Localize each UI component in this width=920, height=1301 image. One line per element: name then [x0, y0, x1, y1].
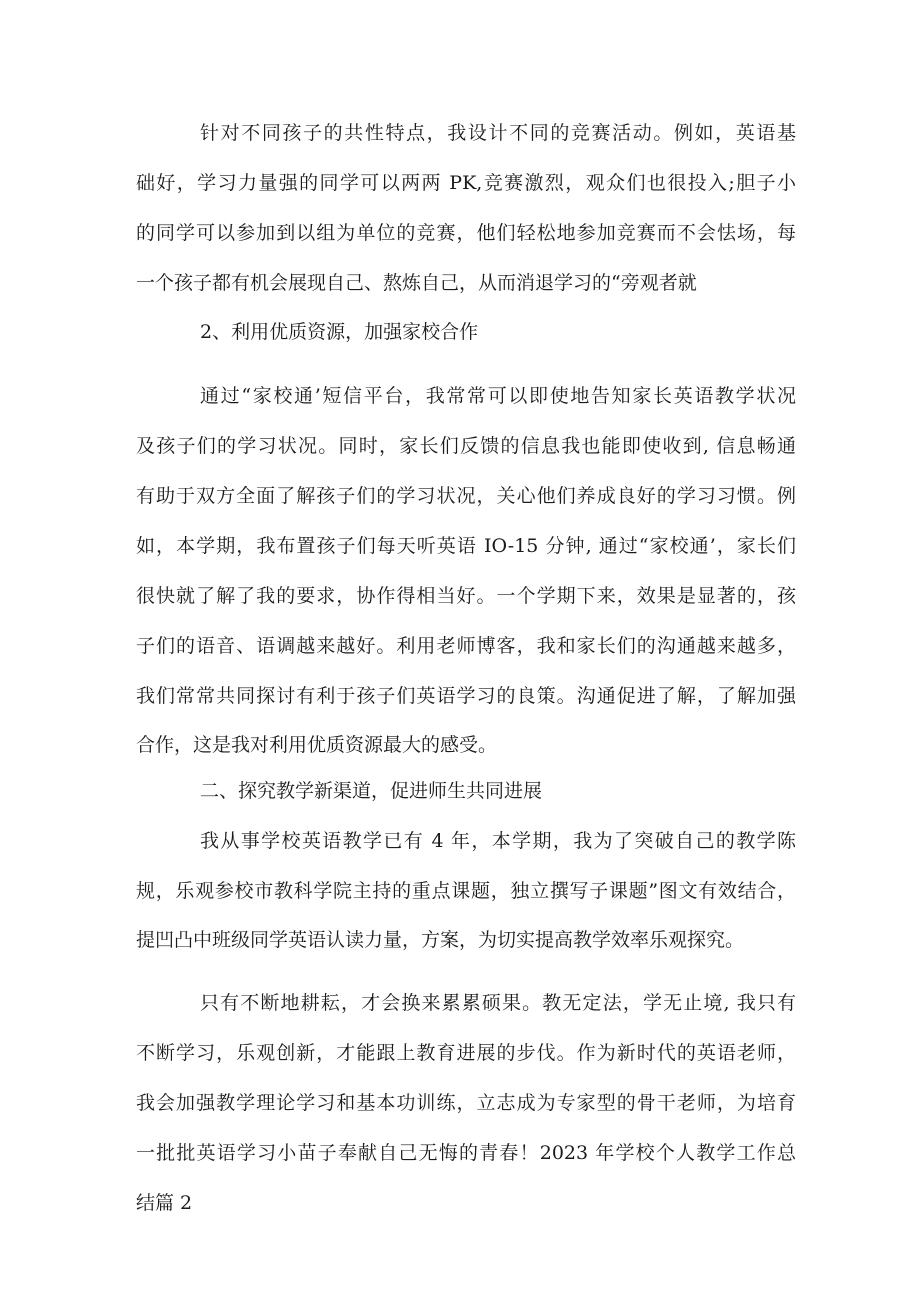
paragraph-6-line-5: 结篇 2 [136, 1192, 193, 1214]
paragraph-6-line-2: 不断学习，乐观创新，才能跟上教育进展的步伐。作为新时代的英语老师， [136, 1042, 796, 1064]
paragraph-5-line-3: 提凹凸中班级同学英语认读力量，方案，为切实提高教学效率乐观探究。 [136, 929, 745, 951]
paragraph-3-line-8: 合作，这是我对利用优质资源最大的感受。 [136, 734, 498, 756]
paragraph-3-line-6: 子们的语音、语调越来越好。利用老师博客，我和家长们的沟通越来越多， [136, 635, 796, 657]
paragraph-1-line-2: 础好，学习力量强的同学可以两两 PK,竞赛激烈，观众们也很投入;胆子小 [136, 172, 796, 194]
paragraph-3-line-5: 很快就了解了我的要求，协作得相当好。一个学期下来，效果是显著的，孩 [136, 585, 796, 607]
paragraph-3-line-4: 如，本学期，我布置孩子们每天听英语 IO-15 分钟, 通过“家校通’，家长们 [136, 535, 796, 557]
section-heading-two: 二、探究教学新渠道，促进师生共同进展 [200, 780, 543, 802]
paragraph-3-line-1: 通过“家校通’短信平台，我常常可以即使地告知家长英语教学状况 [200, 385, 796, 407]
paragraph-3-line-7: 我们常常共同探讨有利于孩子们英语学习的良策。沟通促进了解，了解加强 [136, 685, 796, 707]
section-heading-2: 2、利用优质资源，加强家校合作 [200, 321, 479, 343]
paragraph-1-line-3: 的同学可以参加到以组为单位的竞赛，他们轻松地参加竞赛而不会怯场，每 [136, 222, 796, 244]
paragraph-5-line-1: 我从事学校英语教学已有 4 年，本学期，我为了突破自己的教学陈 [200, 830, 796, 852]
paragraph-6-line-4: 一批批英语学习小苗子奉献自己无悔的青春！2023 年学校个人教学工作总 [136, 1142, 796, 1164]
paragraph-6-line-3: 我会加强教学理论学习和基本功训练，立志成为专家型的骨干老师，为培育 [136, 1092, 796, 1114]
paragraph-1-line-1: 针对不同孩子的共性特点，我设计不同的竞赛活动。例如，英语基 [200, 122, 796, 144]
paragraph-6-line-1: 只有不断地耕耘，才会换来累累硕果。教无定法，学无止境, 我只有 [200, 992, 796, 1014]
paragraph-5-line-2: 规，乐观参校市教科学院主持的重点课题，独立撰写子课题”图文有效结合， [136, 880, 796, 902]
paragraph-3-line-2: 及孩子们的学习状况。同时，家长们反馈的信息我也能即使收到, 信息畅通 [136, 435, 796, 457]
paragraph-1-line-4: 一个孩子都有机会展现自己、熬炼自己，从而消退学习的“旁观者就 [136, 272, 697, 294]
paragraph-3-line-3: 有助于双方全面了解孩子们的学习状况，关心他们养成良好的学习习惯。例 [136, 485, 796, 507]
